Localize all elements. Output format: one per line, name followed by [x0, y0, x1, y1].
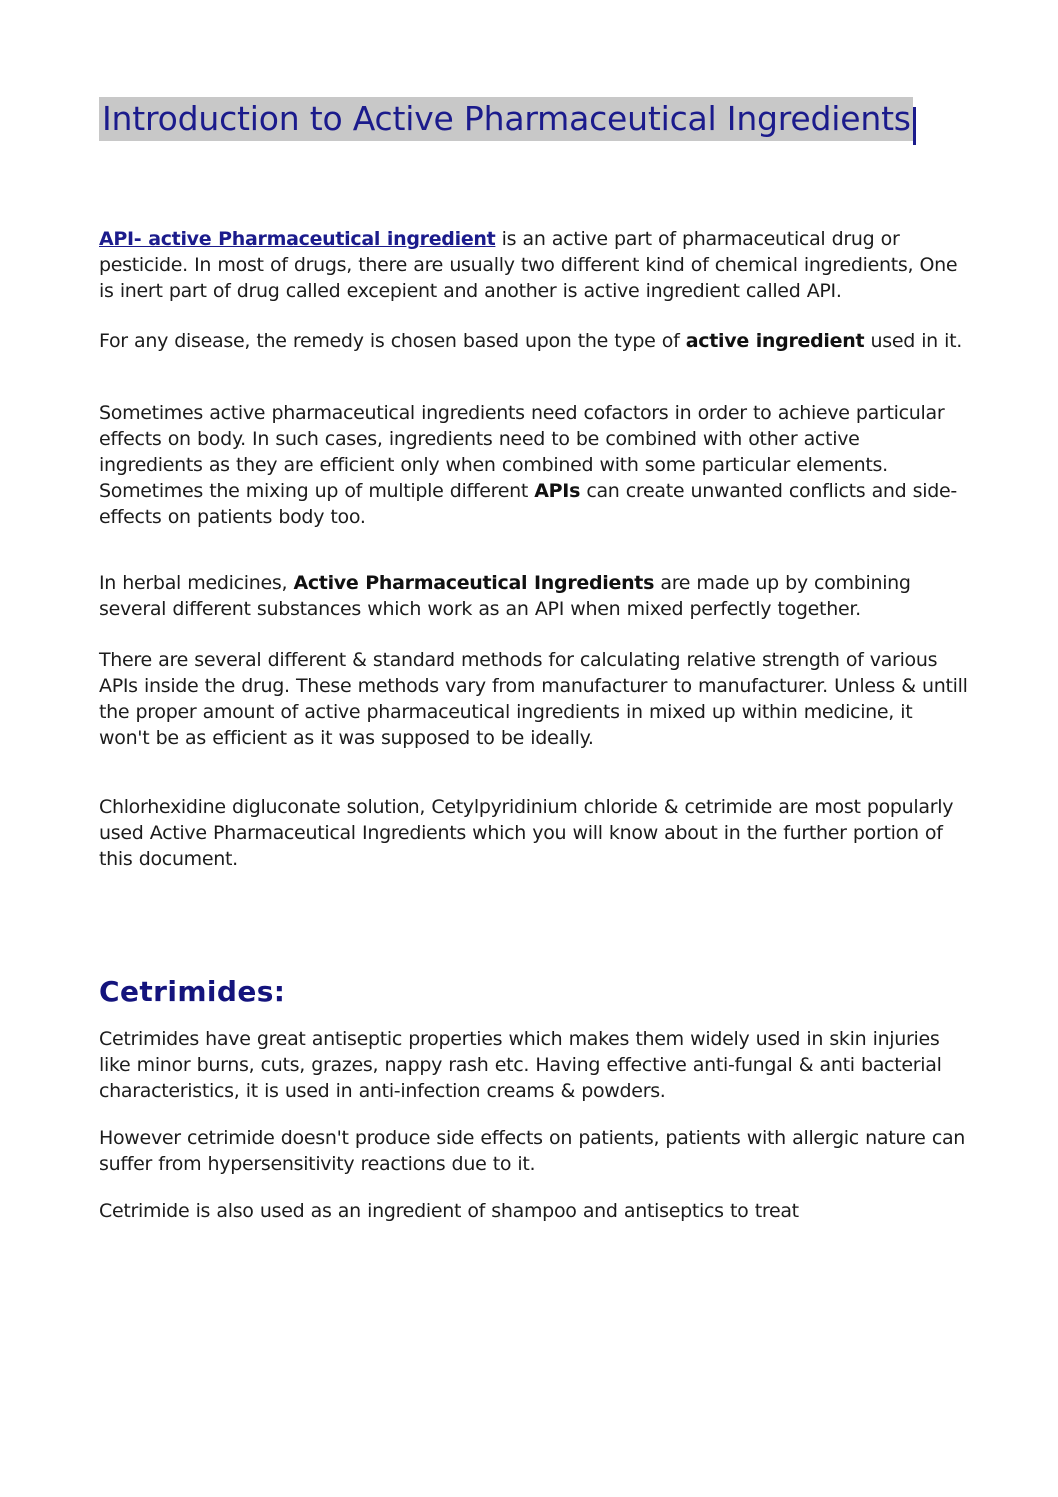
- paragraph-text: Sometimes active pharmaceutical ingredients need cofactors in order to achieve particular effects on body. In such cases, ingredients need to be combined with other active ingredients as they are efficient only when combined with some particular elements. Sometimes the mixing up of multiple different: [99, 402, 945, 502]
- paragraph-text: Cetrimides have great antiseptic properties which makes them widely used in skin injuries like minor burns, cuts, grazes, nappy rash etc. Having effective anti-fungal & anti bacterial characteristics, it is used in anti-infection creams & powders.: [99, 1028, 942, 1102]
- paragraph-text: Cetrimide is also used as an ingredient of shampoo and antiseptics to treat: [99, 1200, 799, 1222]
- paragraph-herbal-medicines: [99, 570, 969, 622]
- document-title: [99, 97, 969, 147]
- paragraph-remedy: [99, 328, 969, 354]
- paragraph-text: Chlorhexidine digluconate solution, Cetylpyridinium chloride & cetrimide are most popularly used Active Pharmaceutical Ingredients which you will know about in the further portion of this document.: [99, 796, 954, 870]
- paragraph-cetrimides-properties: [99, 1026, 969, 1104]
- bold-active-ingredient: active ingredient: [685, 330, 865, 352]
- paragraph-api-definition: [99, 226, 969, 304]
- paragraph-calculation-methods: [99, 647, 969, 751]
- paragraph-popular-apis: [99, 794, 969, 872]
- paragraph-text: There are several different & standard methods for calculating relative strength of various APIs inside the drug. These methods vary from manufacturer to manufacturer. Unless & untill the proper amount of active pharmaceutical ingredients in mixed up within medicine, it won't be as efficient as it was supposed to be ideally.: [99, 649, 968, 749]
- paragraph-cetrimide-side-effects: [99, 1125, 969, 1177]
- title-text: Introduction to Active Pharmaceutical Ingredients: [99, 97, 913, 141]
- paragraph-text: For any disease, the remedy is chosen based upon the type of: [99, 330, 686, 352]
- paragraph-text: is an active part of pharmaceutical drug or pesticide. In most of drugs, there are usually two different kind of chemical ingredients, One is inert part of drug called excepient and another is active ingredient called API.: [99, 228, 958, 302]
- section-heading-cetrimides: Cetrimides:: [99, 975, 286, 1008]
- bold-apis: APIs: [534, 480, 581, 502]
- paragraph-text: are made up by combining several different substances which work as an API when mixed perfectly together.: [99, 572, 911, 620]
- paragraph-cofactors: [99, 400, 969, 530]
- paragraph-text: However cetrimide doesn't produce side effects on patients, patients with allergic nature can suffer from hypersensitivity reactions due to it.: [99, 1127, 966, 1175]
- paragraph-text: can create unwanted conflicts and side-effects on patients body too.: [99, 480, 957, 528]
- api-active-pharmaceutical-ingredient-link[interactable]: API- active Pharmaceutical ingredient: [99, 228, 496, 250]
- text-cursor-icon: [913, 107, 916, 145]
- paragraph-text: In herbal medicines,: [99, 572, 294, 594]
- paragraph-text: used in it.: [864, 330, 963, 352]
- paragraph-cetrimide-shampoo: [99, 1198, 969, 1224]
- bold-active-pharmaceutical-ingredients: Active Pharmaceutical Ingredients: [293, 572, 655, 594]
